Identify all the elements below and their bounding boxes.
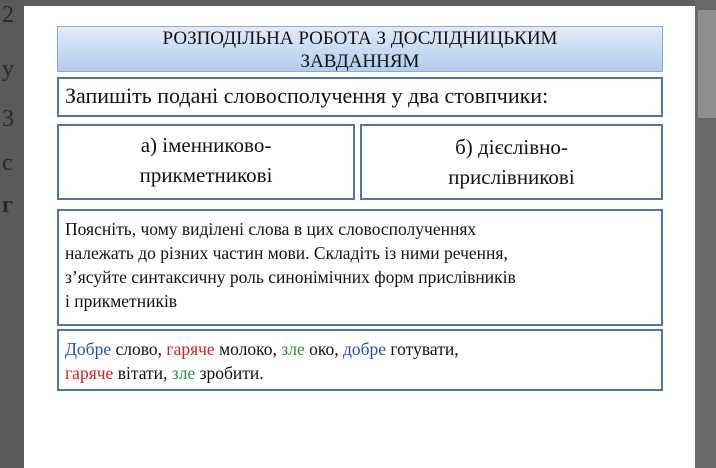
example-text: слово, xyxy=(111,339,167,359)
column-b-line: б) дієслівно- xyxy=(455,135,568,159)
examples-box xyxy=(57,329,663,391)
explanation-line: і прикметників xyxy=(65,291,178,311)
background-char: 2 xyxy=(2,2,14,28)
examples-line xyxy=(65,337,655,361)
title-line: ЗАВДАННЯМ xyxy=(300,51,420,72)
background-left-strip xyxy=(0,0,24,468)
task-box xyxy=(57,77,663,117)
column-a-box xyxy=(57,124,355,200)
background-right-strip xyxy=(695,0,716,468)
slide-title xyxy=(57,26,663,72)
highlighted-word: зле xyxy=(171,363,196,383)
highlighted-word: добре xyxy=(342,339,387,359)
highlighted-word: гаряче xyxy=(166,339,215,359)
column-b-line: прислівникові xyxy=(448,165,575,189)
example-text: молоко, xyxy=(214,339,282,359)
highlighted-word: Добре xyxy=(65,339,112,359)
task-text: Запишіть подані словосполучення у два стовпчики: xyxy=(65,83,549,108)
slide xyxy=(24,6,695,468)
background-char: г xyxy=(2,192,13,218)
background-char: 3 xyxy=(2,106,14,132)
column-b-box xyxy=(360,124,663,200)
examples-line xyxy=(65,361,655,385)
explanation-line: з’ясуйте синтаксичну роль синонімічних форм прислівників xyxy=(65,267,516,287)
highlighted-word: зле xyxy=(281,339,305,359)
title-line: РОЗПОДІЛЬНА РОБОТА З ДОСЛІДНИЦЬКИМ xyxy=(162,28,558,49)
example-text: око, xyxy=(304,339,343,359)
highlighted-word: гаряче xyxy=(65,363,114,383)
example-text: вітати, xyxy=(113,363,172,383)
explanation-line: належать до різних частин мови. Складіть із ними речення, xyxy=(65,243,508,263)
example-text: зробити. xyxy=(195,363,264,383)
column-a-line: прикметникові xyxy=(139,163,273,187)
example-text: готувати, xyxy=(386,339,459,359)
explanation-box xyxy=(57,209,663,326)
background-char: у xyxy=(2,56,14,82)
scrollbar-thumb[interactable] xyxy=(698,10,716,118)
background-char: с xyxy=(2,150,13,176)
explanation-line: Поясніть, чому виділені слова в цих словосполученнях xyxy=(65,219,477,239)
column-a-line: а) іменниково- xyxy=(140,133,272,157)
